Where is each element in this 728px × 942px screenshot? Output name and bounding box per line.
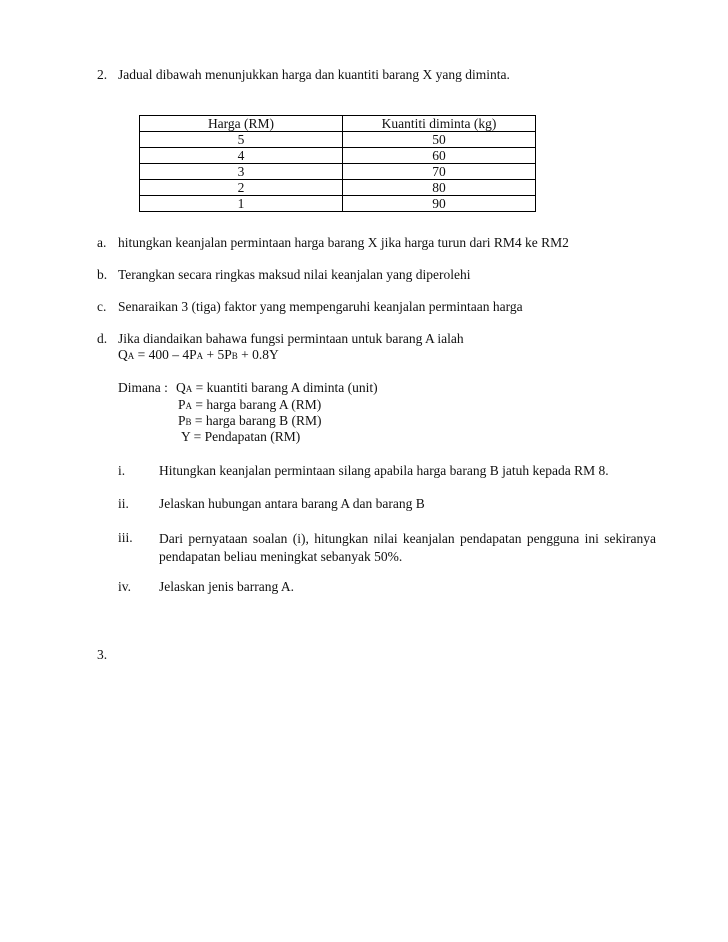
subpart-i-text: Hitungkan keanjalan permintaan silang apabila harga barang B jatuh kepada RM 8.: [159, 463, 609, 478]
table-header-row: [140, 116, 536, 132]
part-b-label: b.: [97, 267, 108, 282]
subpart-iv-label: iv.: [118, 579, 131, 594]
table-cell-price: 2: [140, 180, 343, 196]
table-row: [140, 132, 536, 148]
part-a-text: hitungkan keanjalan permintaan harga barang X jika harga turun dari RM4 ke RM2: [118, 235, 569, 250]
question-number: 2.: [97, 67, 108, 82]
part-d-text: Jika diandaikan bahawa fungsi permintaan untuk barang A ialah: [118, 331, 464, 346]
price-quantity-table: [139, 115, 536, 212]
definition-qa: QA = kuantiti barang A diminta (unit): [176, 380, 378, 395]
table-cell-price: 3: [140, 164, 343, 180]
table-row: [140, 164, 536, 180]
definition-pa: PA = harga barang A (RM): [178, 397, 322, 412]
question-text: Jadual dibawah menunjukkan harga dan kuantiti barang X yang diminta.: [118, 67, 510, 82]
definition-y: Y = Pendapatan (RM): [181, 429, 301, 444]
table-cell-price: 1: [140, 196, 343, 212]
table-cell-quantity: 50: [343, 132, 536, 148]
table-cell-price: 4: [140, 148, 343, 164]
part-c-label: c.: [97, 299, 107, 314]
subpart-ii-text: Jelaskan hubungan antara barang A dan barang B: [159, 496, 425, 511]
table-cell-quantity: 60: [343, 148, 536, 164]
part-a-label: a.: [97, 235, 107, 250]
table-row: [140, 196, 536, 212]
table-row: [140, 148, 536, 164]
subpart-iii-label: iii.: [118, 530, 133, 545]
part-b-text: Terangkan secara ringkas maksud nilai keanjalan yang diperolehi: [118, 267, 471, 282]
subpart-ii-label: ii.: [118, 496, 129, 511]
subpart-i-label: i.: [118, 463, 126, 478]
part-d-label: d.: [97, 331, 108, 346]
table-cell-price: 5: [140, 132, 343, 148]
table-cell-quantity: 90: [343, 196, 536, 212]
dimana-label: Dimana :: [118, 380, 168, 395]
question-3-number: 3.: [97, 647, 108, 662]
part-c-text: Senaraikan 3 (tiga) faktor yang mempengaruhi keanjalan permintaan harga: [118, 299, 523, 314]
column-header-quantity: Kuantiti diminta (kg): [343, 116, 536, 132]
column-header-price: Harga (RM): [140, 116, 343, 132]
subpart-iii-text: Dari pernyataan soalan (i), hitungkan nilai keanjalan pendapatan pengguna ini sekiranya pendapatan beliau meningkat sebanyak 50%.: [159, 531, 656, 564]
definition-pb: PB = harga barang B (RM): [178, 413, 322, 428]
table-cell-quantity: 70: [343, 164, 536, 180]
table-cell-quantity: 80: [343, 180, 536, 196]
table-row: [140, 180, 536, 196]
subpart-iv-text: Jelaskan jenis barrang A.: [159, 579, 294, 594]
demand-function-equation: QA = 400 – 4PA + 5PB + 0.8Y: [118, 347, 279, 362]
